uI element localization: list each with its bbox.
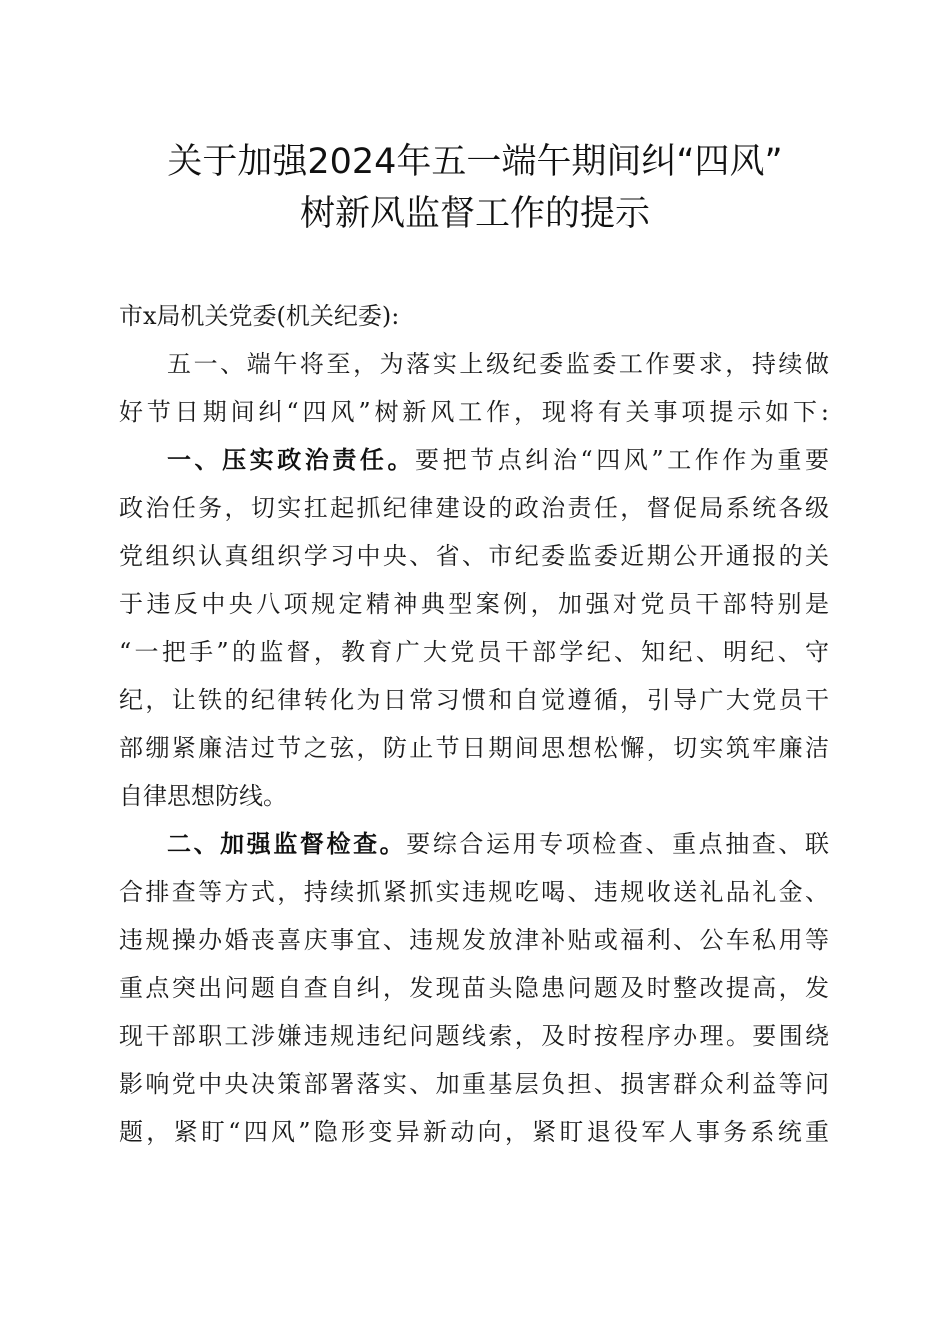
document-body xyxy=(119,292,829,1156)
section-1-heading: 一、压实政治责任。 xyxy=(167,446,416,474)
section-1-first-line-text: 要把节点纠治“四风”工作作为重要 xyxy=(415,446,829,474)
title-line-2: 树新风监督工作的提示 xyxy=(299,194,650,234)
section-2-line: 现干部职工涉嫌违规违纪问题线索，及时按程序办理。要围绕 xyxy=(119,1022,829,1050)
salutation: 市x局机关党委(机关纪委): xyxy=(119,302,400,330)
section-1-first-line xyxy=(119,436,829,484)
section-2-first-line xyxy=(119,820,829,868)
section-2-line: 影响党中央决策部署落实、加重基层负担、损害群众利益等问 xyxy=(119,1070,829,1098)
section-1-last-line: 自律思想防线。 xyxy=(119,782,287,810)
section-1-line: 纪，让铁的纪律转化为日常习惯和自觉遵循，引导广大党员干 xyxy=(119,686,829,714)
section-1-line: 政治任务，切实扛起抓纪律建设的政治责任，督促局系统各级 xyxy=(119,494,829,522)
section-2-line: 题，紧盯“四风”隐形变异新动向，紧盯退役军人事务系统重 xyxy=(119,1118,829,1146)
intro-line-1: 五一、端午将至，为落实上级纪委监委工作要求，持续做 xyxy=(167,350,829,378)
section-2-line: 违规操办婚丧喜庆事宜、违规发放津补贴或福利、公车私用等 xyxy=(119,926,829,954)
section-2-first-line-text: 要综合运用专项检查、重点抽查、联 xyxy=(406,830,829,858)
section-2-heading: 二、加强监督检查。 xyxy=(167,830,407,858)
section-2-line: 重点突出问题自查自纠，发现苗头隐患问题及时整改提高，发 xyxy=(119,974,829,1002)
section-1-line: 于违反中央八项规定精神典型案例，加强对党员干部特别是 xyxy=(119,590,829,618)
document-title xyxy=(0,136,950,240)
section-1-line: 部绷紧廉洁过节之弦，防止节日期间思想松懈，切实筑牢廉洁 xyxy=(119,734,829,762)
section-1-line: 党组织认真组织学习中央、省、市纪委监委近期公开通报的关 xyxy=(119,542,829,570)
title-line-1: 关于加强2024年五一端午期间纠“四风” xyxy=(167,142,783,182)
section-1-line: “一把手”的监督，教育广大党员干部学纪、知纪、明纪、守 xyxy=(119,638,829,666)
intro-line-2: 好节日期间纠“四风”树新风工作，现将有关事项提示如下: xyxy=(119,398,829,426)
section-2-line: 合排查等方式，持续抓紧抓实违规吃喝、违规收送礼品礼金、 xyxy=(119,878,829,906)
